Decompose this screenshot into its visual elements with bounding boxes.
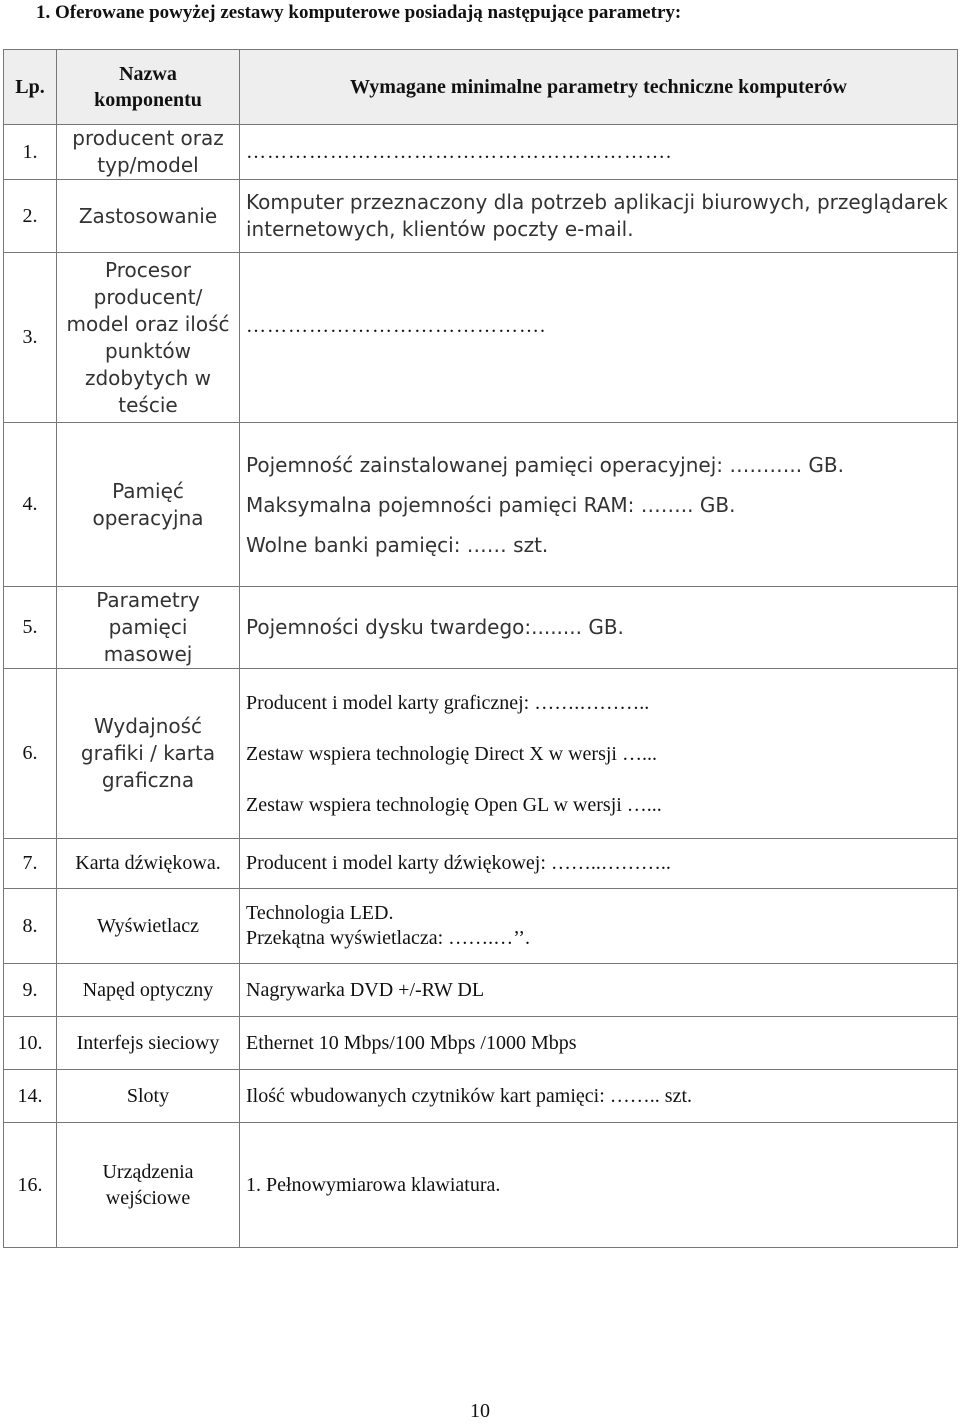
row-component-name: Interfejs sieciowy xyxy=(57,1017,240,1070)
row-component-name: Napęd optyczny xyxy=(57,964,240,1017)
row-component-name: Karta dźwiękowa. xyxy=(57,839,240,889)
installed-ram-line: Pojemność zainstalowanej pamięci operacyjnej: ……….. GB. xyxy=(246,452,845,477)
table-row xyxy=(4,587,958,669)
model-placeholder: ……………………………………………………. xyxy=(246,140,672,163)
opengl-line: Zestaw wspiera technologię Open GL w wersji …... xyxy=(246,793,662,816)
parameters-table xyxy=(3,49,958,1248)
sound-card-line: Producent i model karty dźwiękowej: ……..……….. xyxy=(246,852,671,874)
table-row xyxy=(4,964,958,1017)
free-banks-line: Wolne banki pamięci: …… szt. xyxy=(246,532,549,557)
header-requirements: Wymagane minimalne parametry techniczne komputerów xyxy=(240,50,958,125)
header-lp: Lp. xyxy=(4,50,57,125)
gpu-model-line: Producent i model karty graficznej: …….……….. xyxy=(246,691,650,714)
disk-capacity-line: Pojemności dysku twardego:........ GB. xyxy=(246,615,624,639)
row-lp: 3. xyxy=(4,253,57,423)
table-row xyxy=(4,889,958,964)
table-row xyxy=(4,180,958,253)
row-lp: 5. xyxy=(4,587,57,669)
table-row xyxy=(4,1017,958,1070)
usage-description: Komputer przeznaczony dla potrzeb aplikacji biurowych, przeglądarek internetowych, klientów poczty e-mail. xyxy=(246,190,948,241)
card-readers-line: Ilość wbudowanych czytników kart pamięci: …….. szt. xyxy=(246,1084,692,1107)
row-component-name: producent oraz typ/model xyxy=(57,125,240,180)
display-technology-line: Technologia LED. xyxy=(246,902,394,924)
processor-placeholder: ……………………………………. xyxy=(246,315,546,337)
row-component-name: Sloty xyxy=(57,1070,240,1123)
table-row xyxy=(4,839,958,889)
page-number: 10 xyxy=(470,1400,490,1422)
display-diagonal-line: Przekątna wyświetlacza: …….…’’. xyxy=(246,927,530,949)
row-component-name: Wydajność grafiki / karta graficzna xyxy=(57,669,240,839)
row-lp: 1. xyxy=(4,125,57,180)
table-row xyxy=(4,669,958,839)
optical-drive-line: Nagrywarka DVD +/-RW DL xyxy=(246,978,485,1001)
max-ram-line: Maksymalna pojemności pamięci RAM: …….. GB. xyxy=(246,492,736,517)
row-lp: 6. xyxy=(4,669,57,839)
row-component-name: Pamięć operacyjna xyxy=(57,423,240,587)
row-component-name: Urządzenia wejściowe xyxy=(57,1123,240,1248)
row-lp: 8. xyxy=(4,889,57,964)
section-heading: 1. Oferowane powyżej zestawy komputerowe posiadają następujące parametry: xyxy=(36,2,682,23)
row-lp: 16. xyxy=(4,1123,57,1248)
header-component-name: Nazwa komponentu xyxy=(57,50,240,125)
table-header-row xyxy=(4,50,958,125)
table-row xyxy=(4,423,958,587)
table-row xyxy=(4,253,958,423)
table-row xyxy=(4,125,958,180)
row-component-name: Parametry pamięci masowej xyxy=(57,587,240,669)
row-lp: 7. xyxy=(4,839,57,889)
row-lp: 14. xyxy=(4,1070,57,1123)
network-interface-line: Ethernet 10 Mbps/100 Mbps /1000 Mbps xyxy=(246,1031,577,1054)
row-component-name: Zastosowanie xyxy=(57,180,240,253)
row-lp: 4. xyxy=(4,423,57,587)
row-lp: 2. xyxy=(4,180,57,253)
directx-line: Zestaw wspiera technologię Direct X w wersji …... xyxy=(246,742,657,765)
row-lp: 10. xyxy=(4,1017,57,1070)
row-component-name: Wyświetlacz xyxy=(57,889,240,964)
keyboard-line: 1. Pełnowymiarowa klawiatura. xyxy=(246,1173,501,1196)
row-lp: 9. xyxy=(4,964,57,1017)
table-row xyxy=(4,1070,958,1123)
table-row xyxy=(4,1123,958,1248)
row-component-name: Procesor producent/ model oraz ilość punktów zdobytych w teście xyxy=(57,253,240,423)
